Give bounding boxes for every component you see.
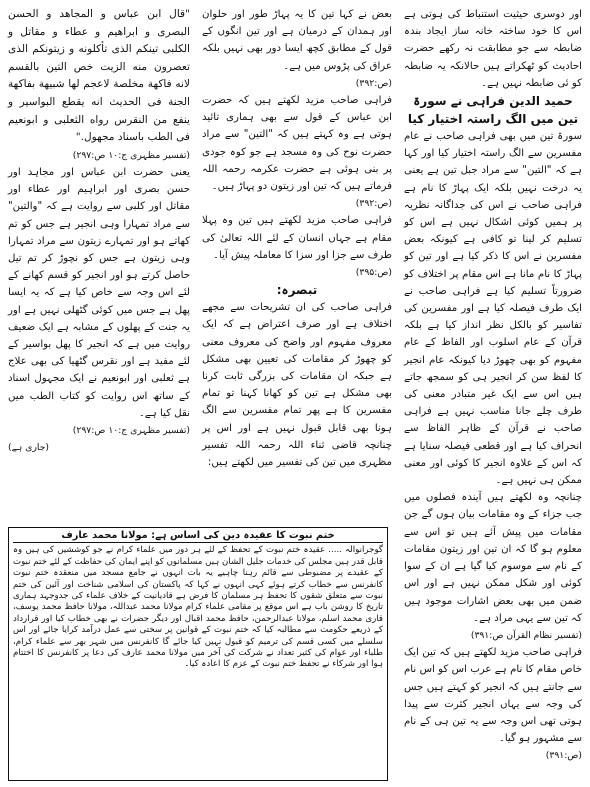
right-column <box>404 6 582 765</box>
notice-box <box>8 527 388 781</box>
right-para-4: فراہی صاحب مزید لکھتے ہیں کہ تین ایک خاص مقام کا نام ہے عرب اس کو اس نام سے جانتے ہیں کہ انجیر کو کہتے ہیں جس کی وجہ سے یہاں انجیر کثرت سے پیدا ہوتی تھی اس وجہ سے یہ تین ہی کے نام سے مشہور ہو گیا۔ <box>404 647 582 745</box>
mid-cite-3: (ص:۳۹۵) <box>355 267 392 279</box>
left-cite-1: (تفسیر مظہری ج:۱۰ ص:۲۹۷) <box>72 149 190 161</box>
middle-column <box>202 6 392 471</box>
notice-box-title: ختم نبوت کا عقیدہ دین کی اساس ہے: مولانا محمد عارف <box>13 530 383 543</box>
right-cite-2: (ص:۳۹۱) <box>545 750 582 762</box>
left-column <box>8 6 190 456</box>
right-para-2: سورۃ تین میں بھی فراہی صاحب نے عام مفسرین سے الگ راستہ اختیار کیا اور کہا ہے کہ "التین" سے مراد جبل تین ہے یعنی یہ درخت نہیں بلکہ ایک پہاڑ کا نام ہے فراہی صاحب نے اس کی جداگانہ نظریہ پر ہمیں کوئی اشکال نہیں ہے اس کو تسلیم کر لینا تو کافی ہے کیونکہ بعض مفسرین نے اس کا ذکر کیا ہے اور تین کو پہاڑ کا نام مانا ہے اس مقام پر اختلاف کو ضرورتاً تسلیم کیا ہے فراہی صاحب نے ایک طرف فیصلہ کیا ہے اور مفسرین کی تفاسیر کو بالکل نظر انداز کیا ہے بلکہ قرآن کے عام اسلوب اور الفاظ کے عام مفہوم کو بھی چھوڑ دیا کیونکہ عام انجیر کا لفظ سن کر انجیر ہی کو سمجھ جاتے ہیں اس سے ایک غیر متبادر معنی کی طرف چلے جانا مناسب نہیں ہے فراہی صاحب نے قرآن کے ظاہر الفاظ سے انحراف کیا ہے اور قطعی فیصلہ سنایا ہے کہ اس کے علاوہ انجیر کا کوئی اور معنی ممکن ہی نہیں ہے۔ <box>404 131 582 487</box>
notice-box-body: گوجرانوالہ ..... عقیدہ ختم نبوت کے تحفظ کے لئے ہر دور میں علماء کرام نے جو کوششیں کی ہیں وہ قابل قدر ہیں مجلس کی خدمات جلیل الشان ہیں مسلمانوں کو اپنے ایمان کی حفاظت کے لئے ختم نبوت کے عقیدے پر مضبوطی سے قائم رہنا چاہیے یہ بات انہوں نے جامع مسجد میں منعقدہ ختم نبوت کانفرنس سے خطاب کرتے ہوئے کہی انہوں نے کہا کہ پاکستان کی اسلامی شناخت اور آئین کی ختم نبوت سے متعلق شقوں کا تحفظ ہر مسلمان کا فرض ہے قادیانیت کے خلاف علماء کی جدوجہد ہماری تاریخ کا روشن باب ہے اس موقع پر مقامی علماء کرام مولانا محمد عبداللہ، مولانا حافظ محمد یوسف، قاری محمد اسلم، مولانا عبدالرحمن، حافظ محمد اقبال اور دیگر حضرات نے بھی خطاب کیا اور قرارداد کے ذریعے حکومت سے مطالبہ کیا کہ ختم نبوت کے قوانین پر سختی سے عمل درآمد کرایا جائے اور اس سلسلے میں کسی قسم کی ترمیم کو قبول نہیں کیا جائے گا کانفرنس میں شہر بھر سے علماء کرام، طلباء اور عوام کی کثیر تعداد نے شرکت کی آخر میں مولانا محمد عارف کی دعا پر کانفرنس کا اختتام ہوا اور شرکاء نے تحفظ ختم نبوت کے عزم کا اعادہ کیا۔ <box>13 545 383 670</box>
mid-para-2: فراہی صاحب مزید لکھتے ہیں کہ حضرت ابن عباس کے قول سے بھی ہماری تائید ہوتی ہے وہ کہتے ہیں کہ "التین" سے مراد حضرت نوح کی وہ مسجد ہے جو کوہ جودی پر بنی ہوئی ہے حضرت عکرمہ رحمہ اللہ فرماتے ہیں کہ تین اور زیتون دو پہاڑ ہیں۔ <box>202 95 392 193</box>
mid-para-1: بعض نے کہا تین کا یہ پہاڑ طور اور حلوان اور ہمدان کے درمیان ہے اور تین انگوں کے قول کے مطابق کچھ ایسا دور بھی نہیں بلکہ عراق کی پڑوس میں ہے۔ <box>202 9 392 72</box>
mid-cite-1: (ص:۳۹۲) <box>355 77 392 89</box>
mid-para-3: فراہی صاحب مزید لکھتے ہیں تین وہ پہلا مقام ہے جہاں انسان کے لئے اللہ تعالیٰ کی طرف سے جزا اور سزا کا معاملہ پیش آیا۔ <box>202 215 392 261</box>
right-heading: حمید الدین فراہی نے سورۃ تین میں الگ راستہ اختیار کیا <box>407 94 579 127</box>
right-para-3: چنانچہ وہ لکھتے ہیں آیندہ فصلوں میں جب جزاء کے وہ مقامات بیان ہوں گے جن مقامات میں پیش آئے ہیں تو اس سے معلوم ہو گا کہ ان تین اور زیتون مقامات کے نام سے موسوم کیا گیا ہے ان کے سوا کوئی اور شکل ممکن نہیں ہے اور اس ضمن میں بھی بعض اشارات موجود ہیں کہ تین سے یہی مراد ہے۔ <box>404 492 582 624</box>
continued-note: (جاری ہے) <box>8 442 49 454</box>
left-cite-2: (تفسیر مظہری ج:۱۰ ص:۲۹۷) <box>72 425 190 436</box>
arabic-quote: "قال ابن عباس و المجاهد و الحسن البصری و ابراهیم و عطاء و مقاتل و الکلبی تینکم الذی تأکلونه و زیتونکم الذی تعصرون منه الزیت خص التین بالقسم لانه فاکهة مخلصة لاعجم لها شبیهة بفاکهة الجنة فی الحدیث انه یقطع البواسیر و ینفع من النقرس رواه الثعلبی و ابونعیم فی الطب باسناد مجهول." <box>8 8 190 144</box>
left-para-1: یعنی حضرت ابن عباس اور مجاہد اور حسن بصری اور ابراہیم اور عطاء اور مقاتل اور کلبی سے روایت ہے کہ "والتین" سے مراد تمہارا وہی انجیر ہے جس کو تم کھاتے ہو اور تمہارے زیتون سے مراد تمہارا وہی زیتون ہے جس کو نچوڑ کر تم تیل حاصل کرتے ہو اور انجیر کو قسم کھانے کے لئے اس وجہ سے خاص کیا ہے کہ یہ ایسا پھل ہے جس میں کوئی گٹھلی نہیں ہے اور یہ جنت کے پھلوں کے مشابہ ہے ایک ضعیف روایت میں ہے کہ انجیر کا پھل بواسیر کے لئے مفید ہے اور نقرس گٹھیا کی بھی علاج ہے ثعلبی اور ابونعیم نے ایک مجہول اسناد کے ساتھ اس روایت کو کتاب الطب میں نقل کیا ہے۔ <box>8 166 190 419</box>
mid-para-4: فراہی صاحب کی ان تشریحات سے مجھے اختلاف ہے اور صرف اعتراض ہے کہ ایک معروف مفہوم اور واضح کی معروف معنی کو چھوڑ کر مقامات کی تعیین بھی مشکل ہے جبکہ ان مقامات کی بزرگی ثابت کرنا بھی مشکل ہے تین کو کھانا کہنا تو تمام مفسرین کا ہے پھر تمام مفسرین سے الگ ہونا بھی قابل قبول نہیں ہے اور اس پر چنانچہ قاضی ثناء اللہ رحمہ اللہ تفسیر مظہری میں تین کی تفسیر میں لکھتے ہیں: <box>202 302 392 469</box>
mid-heading-tabsira: تبصرہ: <box>276 283 318 298</box>
right-para-1: اور دوسری حیثیت استنباط کی ہوتی ہے اس کا خود ساختہ خانہ ساز ایجاد بندہ ضابطہ سے جو مطابقت نہ رکھے حضرت احادیث کو ٹھکراتے ہیں حالانکہ یہ ضابطہ کو ئی ضابطہ نہیں ہے۔ <box>404 9 582 89</box>
mid-cite-2: (ص:۳۹۲) <box>355 198 392 210</box>
right-cite-1: (تفسیر نظام القرآن ص:۳۹۱) <box>470 629 582 641</box>
